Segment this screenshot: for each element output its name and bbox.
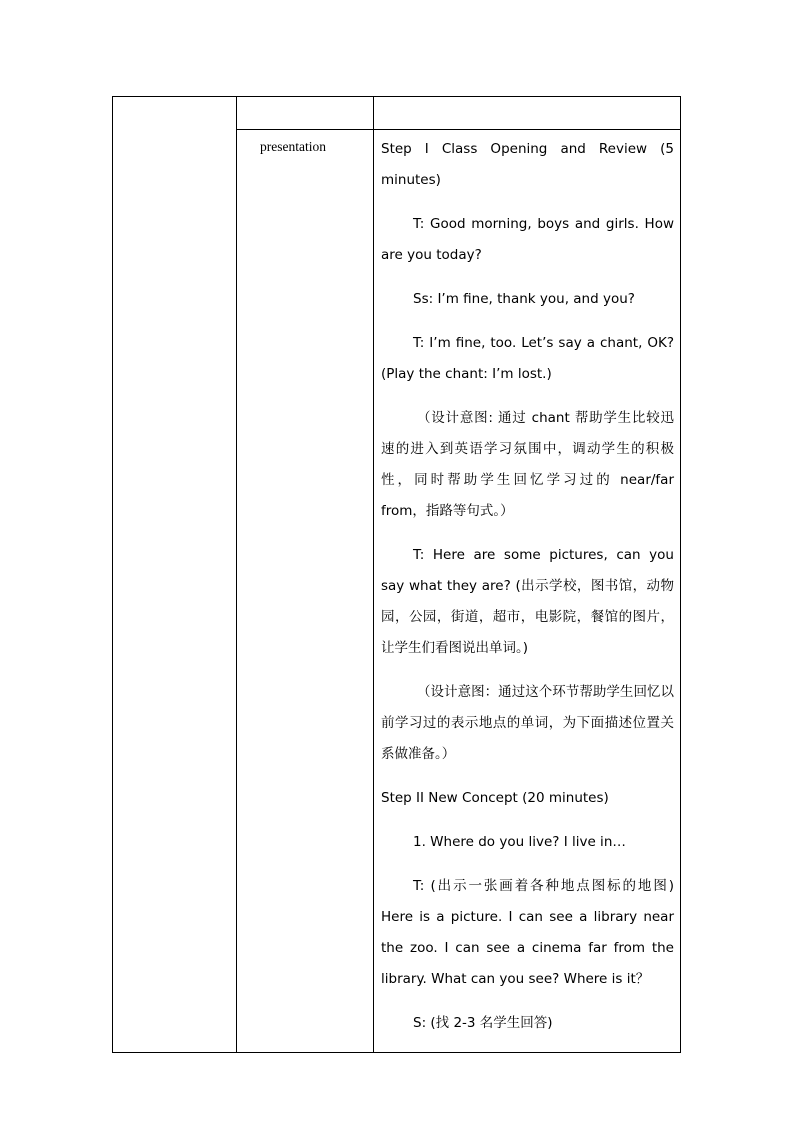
design-intent-places: （设计意图：通过这个环节帮助学生回忆以前学习过的表示地点的单词，为下面描述位置关系做准备。） [381, 684, 674, 762]
table-cell-stage [237, 130, 374, 1053]
design-intent-chant: （设计意图: 通过 chant 帮助学生比较迅速的进入到英语学习氛围中，调动学生的积极性，同时帮助学生回忆学习过的 near/far from，指路等句式。） [381, 410, 674, 519]
step-one-heading: Step I Class Opening and Review (5 minutes) [381, 141, 674, 188]
table-header-row [113, 97, 681, 130]
stage-label: presentation [260, 139, 326, 154]
step-two-heading: Step II New Concept (20 minutes) [381, 790, 609, 806]
teacher-map-prompt: T: (出示一张画着各种地点图标的地图) Here is a picture. I can see a library near the zoo. I can see a cinema far from the library. What can you see? Where is it？ [381, 878, 674, 987]
students-reply: Ss: I’m fine, thank you, and you? [413, 291, 635, 307]
teacher-chant-prompt: T: I’m fine, too. Let’s say a chant, OK? (Play the chant: I’m lost.) [381, 335, 674, 382]
table-cell-header-stage [237, 97, 374, 130]
teacher-pictures-prompt: T: Here are some pictures, can you say what they are? (出示学校，图书馆，动物园，公园，街道，超市，电影院，餐馆的图片，让学生们看图说出单词。) [381, 547, 674, 656]
teacher-greeting: T: Good morning, boys and girls. How are you today? [381, 216, 674, 263]
table-cell-content [374, 130, 681, 1053]
table-cell-header-content [374, 97, 681, 130]
lesson-content [374, 130, 680, 1039]
students-answer-note: S: (找 2-3 名学生回答) [413, 1015, 553, 1031]
where-do-you-live-item: 1. Where do you live? I live in… [413, 834, 626, 850]
table-cell-left-column [113, 97, 237, 1053]
lesson-plan-table [112, 96, 681, 1053]
